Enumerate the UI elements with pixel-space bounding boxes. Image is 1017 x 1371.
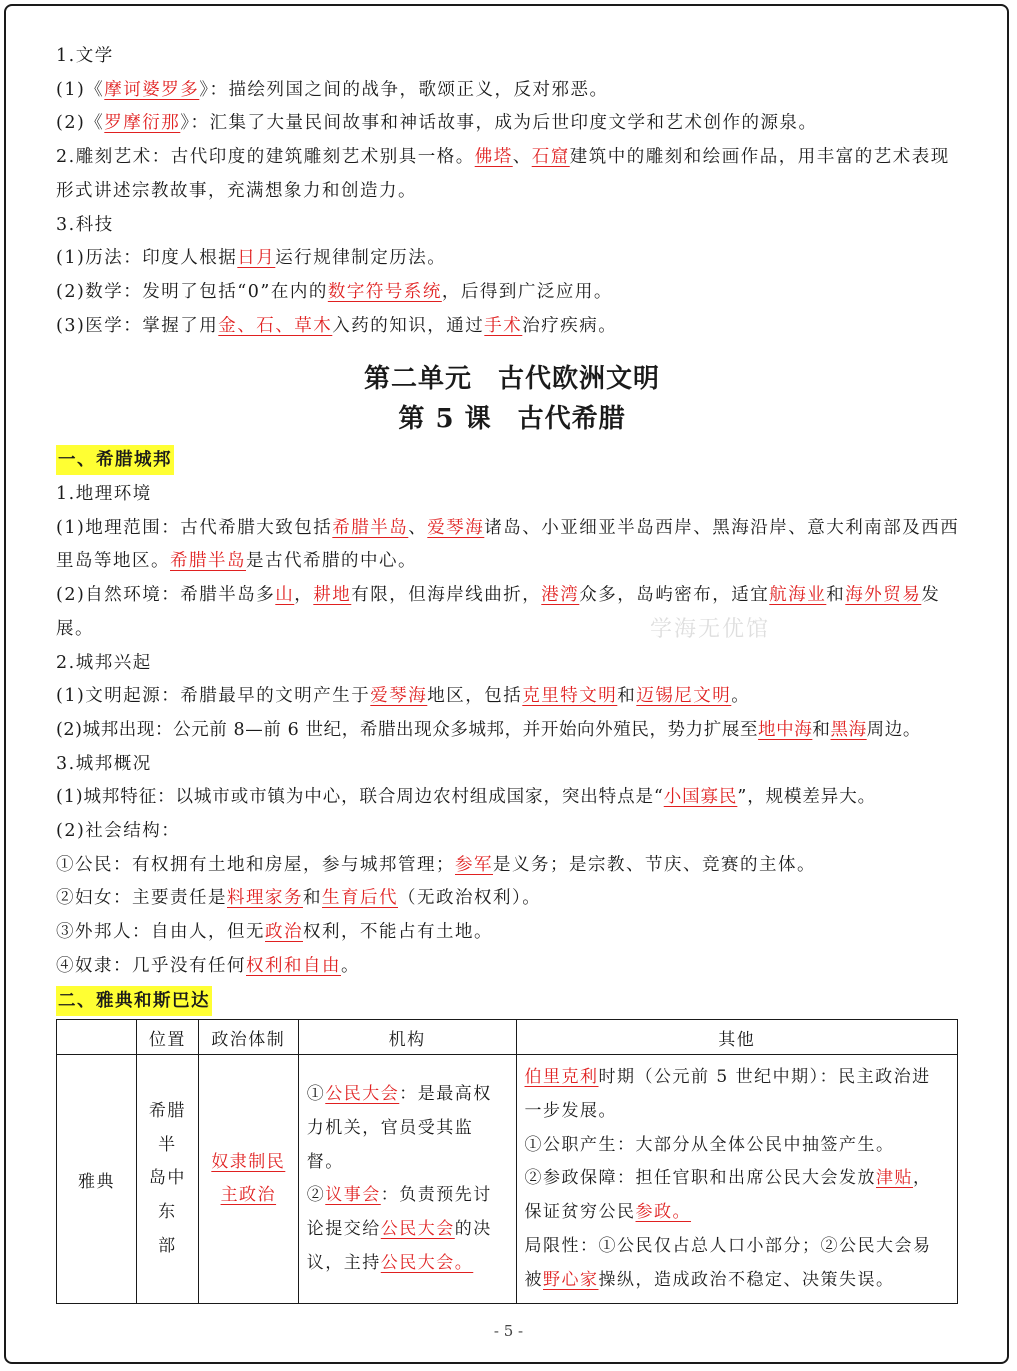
table-header-cell: 政治体制: [198, 1020, 298, 1055]
structure-heading: (2)社会结构：: [56, 821, 181, 842]
citizen-item: ①公民：有权拥有土地和房屋，参与城邦管理；参军是义务；是宗教、节庆、竞赛的主体。: [56, 854, 816, 875]
medicine-item: (3)医学：掌握了用金、石、草木入药的知识，通过手术治疗疾病。: [56, 315, 618, 336]
unit-title: 第二单元 古代欧洲文明: [363, 364, 661, 395]
athens-other-cell: 伯里克利时期（公元前 5 世纪中期）：民主政治进一步发展。 ①公职产生：大部分从全体公民中抽签产生。 ②参政保障：担任官职和出席公民大会发放津贴，保证贫穷公民参政。 局限性：①公民仅占总人口小部分；②公民大会易被野心家操纵，造成政治不稳定、决策失误。: [516, 1055, 957, 1304]
literature-item-2: (2)《罗摩衍那》：汇集了大量民间故事和神话故事，成为后世印度文学和艺术创作的源泉。: [56, 113, 818, 134]
athens-org-cell: ①公民大会：是最高权力机关，官员受其监督。 ②议事会：负责预先讨论提交给公民大会的决议，主持公民大会。: [298, 1055, 516, 1304]
watermark: 学海无优馆: [650, 617, 771, 642]
table-header-cell: [57, 1020, 137, 1055]
geo-range-paragraph: (1)地理范围：古代希腊大致包括希腊半岛、爱琴海诸岛、小亚细亚半岛西岸、黑海沿岸、意大利南部及西西里岛等地区。希腊半岛是古代希腊的中心。: [56, 517, 960, 572]
origin-item: (1)文明起源：希腊最早的文明产生于爱琴海地区，包括克里特文明和迈锡尼文明。: [56, 686, 751, 707]
foreigners-item: ③外邦人：自由人，但无政治权利，不能占有土地。: [56, 922, 493, 943]
section-heading-city-states: 一、希腊城邦: [56, 443, 968, 478]
rise-heading: 2.城邦兴起: [56, 652, 152, 673]
geo-heading: 1.地理环境: [56, 484, 152, 505]
section-heading-athens-sparta: 二、雅典和斯巴达: [56, 984, 968, 1019]
athens-location-cell: 希腊半 岛中东 部: [136, 1055, 198, 1304]
table-row: [57, 1055, 958, 1304]
sculpture-paragraph: 2.雕刻艺术：古代印度的建筑雕刻艺术别具一格。佛塔、石窟建筑中的雕刻和绘画作品，用丰富的艺术表现形式讲述宗教故事，充满想象力和创造力。: [56, 147, 950, 201]
athens-system-cell: 奴隶制民 主政治: [198, 1055, 298, 1304]
feature-item: (1)城邦特征：以城市或市镇为中心，联合周边农村组成国家，突出特点是“小国寡民”，规模差异大。: [56, 787, 876, 808]
calendar-item: (1)历法：印度人根据日月运行规律制定历法。: [56, 248, 447, 269]
women-item: ②妇女：主要责任是料理家务和生育后代（无政治权利）。: [56, 888, 542, 909]
athens-sparta-table: [56, 1019, 958, 1304]
page-number: - 5 -: [493, 1322, 524, 1340]
document-body: [56, 40, 968, 1304]
table-header-cell: 位置: [136, 1020, 198, 1055]
athens-name-cell: 雅典: [57, 1055, 137, 1304]
literature-heading: 1.文学: [56, 46, 114, 66]
table-header-cell: 机构: [298, 1020, 516, 1055]
table-header-row: [57, 1020, 958, 1055]
emerge-item: (2)城邦出现：公元前 8—前 6 世纪，希腊出现众多城邦，并开始向外殖民，势力扩展至地中海和黑海周边。: [56, 719, 921, 740]
overview-heading: 3.城邦概况: [56, 753, 152, 774]
literature-item-1: (1)《摩诃婆罗多》：描绘列国之间的战争，歌颂正义，反对邪恶。: [56, 79, 609, 100]
lesson-title: 第 5 课 古代希腊: [398, 404, 626, 435]
math-item: (2)数学：发明了包括“0”在内的数字符号系统，后得到广泛应用。: [56, 281, 613, 302]
table-header-cell: 其他: [516, 1020, 957, 1055]
tech-heading: 3.科技: [56, 214, 114, 235]
slaves-item: ④奴隶：几乎没有任何权利和自由。: [56, 955, 360, 976]
geo-env-paragraph: (2)自然环境：希腊半岛多山，耕地有限，但海岸线曲折，港湾众多，岛屿密布，适宜航海业和海外贸易发展。: [56, 585, 941, 639]
